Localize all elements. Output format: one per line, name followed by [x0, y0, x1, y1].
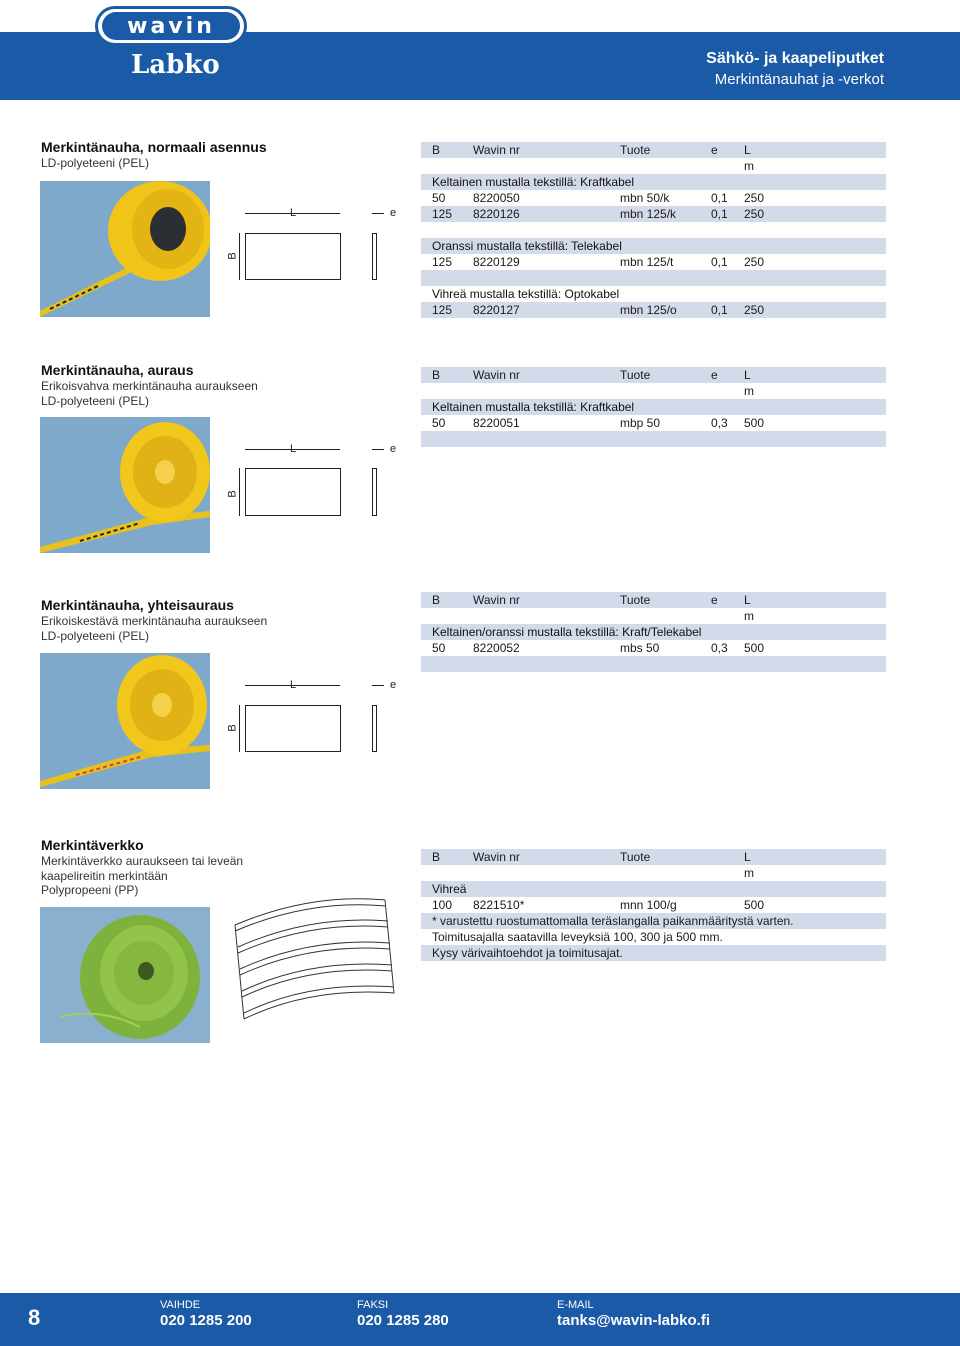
section-desc-auraus: [41, 379, 258, 408]
cell-b: 100: [432, 898, 453, 912]
col-b: B: [432, 850, 441, 864]
cell-nr: 8221510*: [473, 898, 525, 912]
section-desc-verkko: [41, 854, 243, 898]
section-desc-line: Erikoisvahva merkintänauha auraukseen: [41, 379, 258, 393]
labko-logo: Labko: [131, 50, 220, 80]
col-b: B: [432, 593, 441, 607]
footer-band: [0, 1293, 960, 1346]
col-e: e: [711, 368, 718, 382]
note-text: Toimitusajalla saatavilla leveyksiä 100, 300 ja 500 mm.: [432, 930, 723, 944]
dim-line-e: [372, 685, 384, 686]
tape-side-view: [372, 233, 377, 280]
section-desc-normal: [41, 156, 149, 171]
cell-l: 250: [744, 255, 765, 269]
cell-l: 500: [744, 416, 765, 430]
note-row: [421, 945, 886, 961]
col-tuote: Tuote: [620, 850, 651, 864]
group-label-text: Vihreä: [432, 882, 467, 896]
table-row: [421, 640, 886, 656]
cell-tuote: mbn 125/k: [620, 207, 677, 221]
group-label: [421, 624, 886, 640]
dim-line-l: [245, 685, 340, 686]
cell-l: 250: [744, 303, 765, 317]
table-unit-row: [421, 865, 886, 881]
cell-l: 500: [744, 898, 765, 912]
wavin-logo: [95, 6, 247, 46]
yellow-tape-roll-photo: [40, 417, 210, 553]
cell-e: 0,1: [711, 303, 728, 317]
footer-faksi: 020 1285 280: [357, 1312, 449, 1329]
product-table-verkko: [421, 849, 886, 961]
cell-tuote: mbn 125/o: [620, 303, 677, 317]
dim-line-l: [245, 213, 340, 214]
cell-b: 50: [432, 416, 446, 430]
section-desc-line: LD-polyeteeni (PEL): [41, 393, 150, 408]
cell-l: 250: [744, 191, 765, 205]
footer-vaihde-label: VAIHDE: [160, 1299, 201, 1311]
section-desc-yhteisauraus: [41, 614, 267, 643]
product-table-normal: [421, 142, 886, 318]
col-l: L: [744, 850, 751, 864]
table-row: [421, 206, 886, 222]
col-b: B: [432, 368, 441, 382]
table-unit-row: [421, 158, 886, 174]
tape-front-view: [245, 705, 341, 752]
dim-line-e: [372, 449, 384, 450]
net-diagram: [230, 895, 400, 1038]
col-b: B: [432, 143, 441, 157]
yellow-tape-roll-photo: [40, 653, 210, 789]
tape-front-view: [245, 233, 341, 280]
dim-label-e: e: [390, 443, 397, 455]
footer-email[interactable]: tanks@wavin-labko.fi: [557, 1312, 710, 1329]
cell-tuote: mbs 50: [620, 641, 660, 655]
cell-e: 0,3: [711, 416, 728, 430]
section-title-normal: Merkintänauha, normaali asennus: [41, 139, 267, 155]
cell-b: 125: [432, 207, 453, 221]
cell-b: 50: [432, 191, 446, 205]
col-l: L: [744, 143, 751, 157]
group-label: [421, 881, 886, 897]
col-nr: Wavin nr: [473, 593, 520, 607]
dim-label-e: e: [390, 207, 397, 219]
footer-vaihde: 020 1285 200: [160, 1312, 252, 1329]
table-row: [421, 190, 886, 206]
footer-email-label: E-MAIL: [557, 1299, 594, 1311]
cell-e: 0,1: [711, 207, 728, 221]
group-label-text: Oranssi mustalla tekstillä: Telekabel: [432, 239, 622, 253]
table-row: [421, 254, 886, 270]
section-title-yhteisauraus: Merkintänauha, yhteisauraus: [41, 597, 234, 613]
note-row: [421, 929, 886, 945]
cell-tuote: mbp 50: [620, 416, 661, 430]
header-title: Sähkö- ja kaapeliputket: [706, 50, 884, 67]
dim-label-b: B: [226, 252, 239, 260]
cell-e: 0,3: [711, 641, 728, 655]
note-row: [421, 913, 886, 929]
cell-nr: 8220052: [473, 641, 520, 655]
cell-tuote: mbn 50/k: [620, 191, 670, 205]
cell-nr: 8220129: [473, 255, 520, 269]
cell-l: 500: [744, 641, 765, 655]
cell-b: 125: [432, 303, 453, 317]
col-l-unit: m: [744, 384, 754, 398]
dim-label-b: B: [226, 724, 239, 732]
group-label-text: Keltainen mustalla tekstillä: Kraftkabel: [432, 400, 635, 414]
table-header: [421, 142, 886, 158]
section-desc-line: LD-polyeteeni (PEL): [41, 628, 150, 643]
group-label: [421, 399, 886, 415]
spacer-row: [421, 270, 886, 286]
section-desc-line: Polypropeeni (PP): [41, 883, 139, 897]
group-label-text: Keltainen/oranssi mustalla tekstillä: Kraft/Telekabel: [432, 625, 702, 639]
dim-line-b: [239, 468, 240, 516]
cell-b: 50: [432, 641, 446, 655]
group-label: [421, 238, 886, 254]
section-desc-line: Erikoiskestävä merkintänauha auraukseen: [41, 614, 268, 628]
cell-l: 250: [744, 207, 765, 221]
spacer-row: [421, 431, 886, 447]
product-table-yhteisauraus: [421, 592, 886, 672]
section-desc-line: LD-polyeteeni (PEL): [41, 156, 150, 170]
col-tuote: Tuote: [620, 143, 651, 157]
footer-faksi-label: FAKSI: [357, 1299, 389, 1311]
tape-front-view: [245, 468, 341, 516]
cell-nr: 8220126: [473, 207, 520, 221]
cell-nr: 8220127: [473, 303, 520, 317]
col-l-unit: m: [744, 866, 754, 880]
table-row: [421, 897, 886, 913]
col-l-unit: m: [744, 159, 754, 173]
wavin-logo-text: wavin: [127, 13, 215, 39]
table-header: [421, 849, 886, 865]
yellow-tape-roll-photo: [40, 181, 210, 317]
page-number: 8: [28, 1305, 41, 1330]
group-label: [421, 286, 886, 302]
col-nr: Wavin nr: [473, 850, 520, 864]
col-nr: Wavin nr: [473, 143, 520, 157]
col-tuote: Tuote: [620, 368, 651, 382]
header-subtitle: Merkintänauhat ja -verkot: [714, 71, 884, 88]
tape-side-view: [372, 468, 377, 516]
col-nr: Wavin nr: [473, 368, 520, 382]
dim-line-l: [245, 449, 340, 450]
cell-e: 0,1: [711, 255, 728, 269]
note-text: * varustettu ruostumattomalla teräslangalla paikanmääritystä varten.: [432, 914, 794, 928]
group-label-text: Vihreä mustalla tekstillä: Optokabel: [432, 287, 620, 301]
dim-line-e: [372, 213, 384, 214]
table-header: [421, 367, 886, 383]
dim-label-b: B: [226, 490, 239, 498]
cell-b: 125: [432, 255, 453, 269]
col-e: e: [711, 593, 718, 607]
col-l: L: [744, 593, 751, 607]
table-header: [421, 592, 886, 608]
section-title-auraus: Merkintänauha, auraus: [41, 362, 194, 378]
col-l: L: [744, 368, 751, 382]
section-desc-line: kaapelireitin merkintään: [41, 868, 168, 883]
cell-tuote: mnn 100/g: [620, 898, 677, 912]
table-unit-row: [421, 383, 886, 399]
table-row: [421, 302, 886, 318]
group-label: [421, 174, 886, 190]
cell-tuote: mbn 125/t: [620, 255, 674, 269]
group-label-text: Keltainen mustalla tekstillä: Kraftkabel: [432, 175, 635, 189]
spacer-row: [421, 656, 886, 672]
table-unit-row: [421, 608, 886, 624]
page-header: [0, 0, 960, 100]
tape-side-view: [372, 705, 377, 752]
dim-line-b: [239, 233, 240, 280]
col-l-unit: m: [744, 609, 754, 623]
cell-nr: 8220050: [473, 191, 520, 205]
col-e: e: [711, 143, 718, 157]
dim-label-e: e: [390, 679, 397, 691]
col-tuote: Tuote: [620, 593, 651, 607]
green-net-roll-photo: [40, 907, 210, 1043]
dim-line-b: [239, 705, 240, 752]
product-table-auraus: [421, 367, 886, 447]
table-row: [421, 415, 886, 431]
cell-nr: 8220051: [473, 416, 520, 430]
cell-e: 0,1: [711, 191, 728, 205]
section-title-verkko: Merkintäverkko: [41, 837, 144, 853]
spacer-row: [421, 222, 886, 238]
note-text: Kysy värivaihtoehdot ja toimitusajat.: [432, 946, 623, 960]
section-desc-line: Merkintäverkko auraukseen tai leveän: [41, 854, 244, 868]
